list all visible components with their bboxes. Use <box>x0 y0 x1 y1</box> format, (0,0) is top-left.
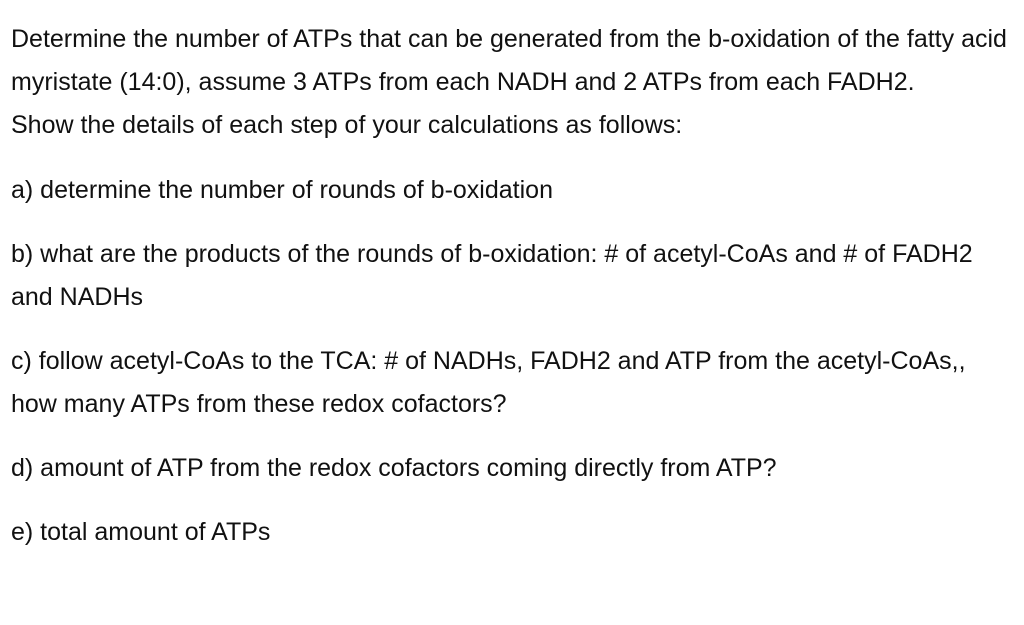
question-item-b: b) what are the products of the rounds of b-oxidation: # of acetyl-CoAs and # of FADH2 and NADHs <box>11 240 973 311</box>
question-item-c: c) follow acetyl-CoAs to the TCA: # of NADHs, FADH2 and ATP from the acetyl-CoAs,, how many ATPs from these redox cofactors? <box>11 347 966 418</box>
question-item-d: d) amount of ATP from the redox cofactors coming directly from ATP? <box>11 454 777 482</box>
question-document <box>11 18 1011 554</box>
question-item-a: a) determine the number of rounds of b-oxidation <box>11 176 553 204</box>
question-item-e: e) total amount of ATPs <box>11 518 271 546</box>
question-intro-part2: Show the details of each step of your calculations as follows: <box>11 111 683 139</box>
question-intro-part1: Determine the number of ATPs that can be generated from the b-oxidation of the fatty acid myristate (14:0), assume 3 ATPs from each NADH and 2 ATPs from each FADH2. <box>11 25 1007 96</box>
question-intro <box>11 18 1011 147</box>
